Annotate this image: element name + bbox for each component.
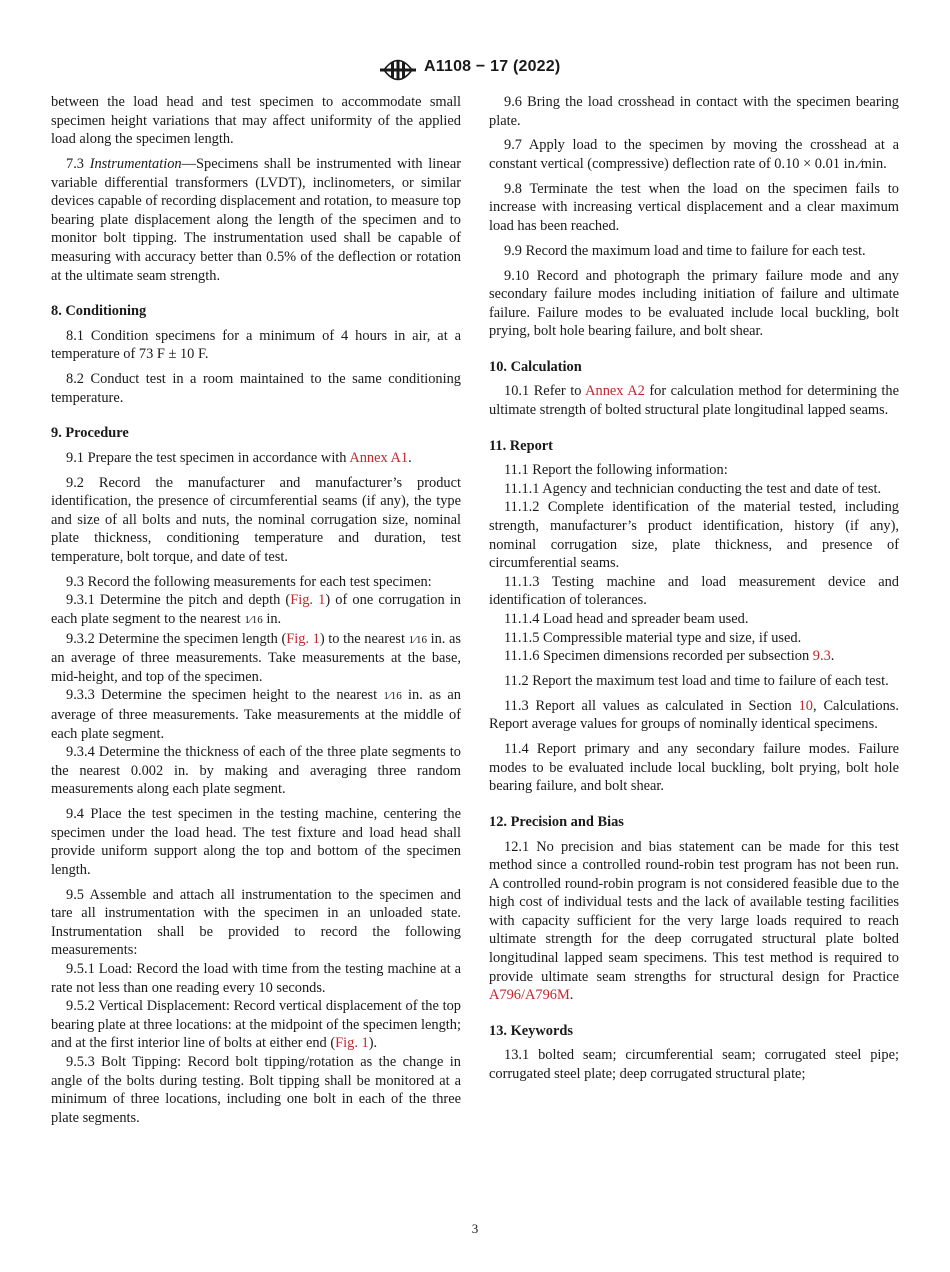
- paragraph-11-3: 11.3 Report all values as calculated in Section 10, Calculations. Report average values for groups of nominally identical specimens.: [489, 697, 899, 733]
- paragraph-9-8: 9.8 Terminate the test when the load on the specimen fails to increase with increasing vertical displacement and a clear maximum load has been reached.: [489, 180, 899, 234]
- astm-logo-icon: [379, 55, 417, 85]
- paragraph-11-1-2: 11.1.2 Complete identification of the material tested, including strength, manufacturer’s product identification, history (if any), nominal corrugation size, plate thickness, and presence of circumferential seams.: [489, 499, 899, 572]
- paragraph-continuation: between the load head and test specimen to accommodate small specimen height variations that may affect uniformity of the applied load along the specimen length.: [51, 94, 461, 148]
- paragraph-11-4: 11.4 Report primary and any secondary failure modes. Failure modes to be evaluated include local buckling, bolt prying, bolt hole bearing failure, and bolt shear.: [489, 741, 899, 795]
- paragraph-11-2: 11.2 Report the maximum test load and time to failure of each test.: [504, 672, 889, 689]
- annex-a1-link[interactable]: Annex A1: [349, 449, 409, 466]
- paragraph-11-1-1: 11.1.1 Agency and technician conducting the test and date of test.: [504, 480, 882, 497]
- paragraph-9-2: 9.2 Record the manufacturer and manufacturer’s product identification, the presence of circumferential seams (if any), the type and size of all bolts and nuts, the nominal corrugation size, nominal plate thickness, conditioning temperature and duration, test temperature, bolt torque, and date of test.: [51, 474, 461, 566]
- paragraph-11-1-3: 11.1.3 Testing machine and load measurement device and identification of tolerances.: [489, 573, 899, 609]
- paragraph-9-5-1: 9.5.1 Load: Record the load with time from the testing machine at a rate not less than one reading every 10 seconds.: [51, 961, 461, 996]
- page-header: [0, 55, 950, 85]
- right-column: [489, 93, 899, 1090]
- paragraph-10-1: 10.1 Refer to Annex A2 for calculation method for determining the ultimate strength of bolted structural plate longitudinal lapped seams.: [489, 383, 899, 419]
- paragraph-11-1: 11.1 Report the following information:: [504, 462, 728, 479]
- fig-1-link[interactable]: Fig. 1: [286, 630, 320, 647]
- paragraph-11-1-5: 11.1.5 Compressible material type and size, if used.: [504, 629, 802, 646]
- paragraph-8-2: 8.2 Conduct test in a room maintained to the same conditioning temperature.: [51, 371, 461, 406]
- paragraph-9-5-2: 9.5.2 Vertical Displacement: Record vertical displacement of the top bearing plate at three locations: at the midpoint of the specimen length; and at the first interior line of bolts at either end (Fig. 1).: [51, 998, 461, 1052]
- paragraph-9-6: 9.6 Bring the load crosshead in contact with the specimen bearing plate.: [489, 94, 899, 129]
- paragraph-9-5-3: 9.5.3 Bolt Tipping: Record bolt tipping/rotation as the change in angle of the bolts during testing. Bolt tipping shall be monitored at a minimum of three locations, including one bolt in each of the three plate segments.: [51, 1054, 461, 1126]
- paragraph-9-7: 9.7 Apply load to the specimen by moving the crosshead at a constant vertical (compressive) deflection rate of 0.10 × 0.01 in.⁄min.: [489, 137, 899, 172]
- section-10-link[interactable]: 10: [798, 697, 813, 714]
- paragraph-9-3-2: 9.3.2 Determine the specimen length (Fig. 1) to the nearest 1⁄16 in. as an average of three measurements. Take measurements at the base, mid-height, and top of the specimen.: [51, 630, 461, 685]
- a796-link[interactable]: A796/A796M: [489, 987, 570, 1004]
- section-heading-calculation: 10. Calculation: [489, 358, 582, 375]
- annex-a2-link[interactable]: Annex A2: [585, 383, 645, 400]
- paragraph-9-3-3: 9.3.3 Determine the specimen height to the nearest 1⁄16 in. as an average of three measurements. Take measurements at the middle of each plate segment.: [51, 687, 461, 742]
- paragraph-9-4: 9.4 Place the test specimen in the testing machine, centering the specimen under the load head. The test fixture and load head shall provide uniform support along the top and bottom of the specimen length.: [51, 806, 461, 878]
- paragraph-13-1: 13.1 bolted seam; circumferential seam; corrugated steel pipe; corrugated steel plate; deep corrugated structural plate;: [489, 1047, 899, 1083]
- paragraph-9-3-4: 9.3.4 Determine the thickness of each of the three plate segments to the nearest 0.002 in. by making and averaging three random measurements along each plate segment.: [51, 744, 461, 798]
- document-designation: A1108 − 17 (2022): [424, 58, 561, 75]
- fig-1-link[interactable]: Fig. 1: [335, 1035, 369, 1052]
- paragraph-9-3-1: 9.3.1 Determine the pitch and depth (Fig. 1) of one corrugation in each plate segment to the nearest 1⁄16 in.: [51, 592, 462, 627]
- fig-1-link[interactable]: Fig. 1: [290, 592, 326, 609]
- paragraph-8-1: 8.1 Condition specimens for a minimum of 4 hours in air, at a temperature of 73 F ± 10 F.: [51, 327, 461, 363]
- paragraph-11-1-6: 11.1.6 Specimen dimensions recorded per subsection 9.3.: [504, 648, 835, 665]
- page-number: 3: [471, 1221, 479, 1236]
- left-column: [51, 93, 461, 1127]
- paragraph-9-5: 9.5 Assemble and attach all instrumentation to the specimen and tare all instrumentation with the specimen in an unloaded state. Instrumentation shall be provided to record the following measurements:: [51, 886, 461, 959]
- paragraph-11-1-4: 11.1.4 Load head and spreader beam used.: [504, 611, 749, 627]
- subsection-9-3-link[interactable]: 9.3: [812, 648, 831, 665]
- paragraph-12-1: 12.1 No precision and bias statement can be made for this test method since a controlled round-robin test program has not been run. A controlled round-robin program is not considered feasible due to the high cost of individual tests and the lack of available testing facilities with capacity sufficient for the very large loads required to reach ultimate strength for the deep corrugated structural plate bolted longitudinal lapped seam specimens. This test method is required to provide ultimate seam strengths for structural design for Practice A796/A796M.: [489, 838, 899, 1004]
- paragraph-9-9: 9.9 Record the maximum load and time to failure for each test.: [504, 242, 866, 259]
- section-heading-keywords: 13. Keywords: [489, 1022, 573, 1039]
- section-heading-precision-bias: 12. Precision and Bias: [489, 813, 624, 830]
- paragraph-7-3: 7.3 Instrumentation—Specimens shall be instrumented with linear variable differential transformers (LVDT), inclinometers, or similar devices capable of recording displacement and rotation, to measure top bearing plate displacement along the length of the specimen and to monitor bolt tipping. The instrumentation used shall be capable of measuring with accuracy better than 0.5% of the deflection or rotation at the ultimate seam strength.: [51, 155, 461, 284]
- section-heading-procedure: 9. Procedure: [51, 425, 129, 442]
- section-heading-conditioning: 8. Conditioning: [51, 303, 147, 320]
- paragraph-9-10: 9.10 Record and photograph the primary failure mode and any secondary failure modes including initiation of failure and ultimate failure. Failure modes to be evaluated include local buckling, bolt prying, bolt hole bearing failure, and bolt shear.: [489, 267, 899, 340]
- section-heading-report: 11. Report: [489, 437, 553, 454]
- paragraph-9-1: 9.1 Prepare the test specimen in accordance with Annex A1.: [66, 449, 412, 466]
- paragraph-9-3: 9.3 Record the following measurements for each test specimen:: [66, 573, 432, 590]
